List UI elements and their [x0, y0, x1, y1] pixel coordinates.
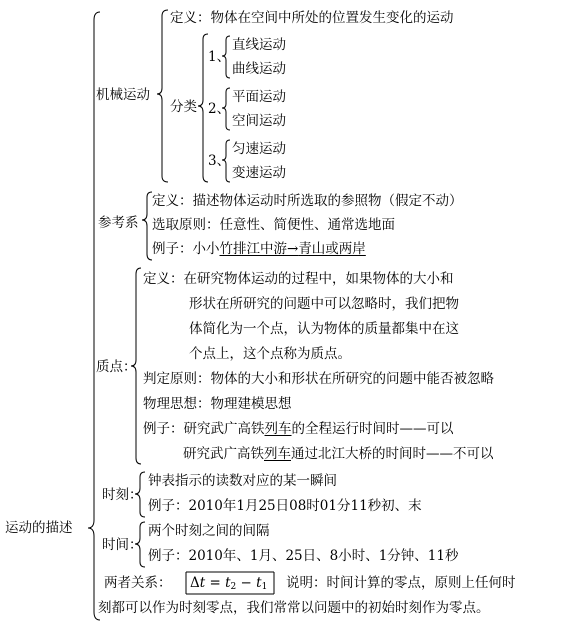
moment-line1: 钟表指示的读数对应的某一瞬间	[148, 473, 337, 489]
particle-label: 质点：	[96, 359, 137, 375]
interval-label: 时间：	[102, 537, 143, 553]
particle-ex2-u: 列车	[264, 446, 291, 462]
formula-eq: =	[205, 575, 226, 591]
formula-t2: t	[225, 575, 231, 591]
reference-example-arrow: →	[287, 241, 299, 257]
relation-formula	[190, 574, 267, 596]
mechanical-brace	[157, 10, 168, 182]
particle-ex2-b: 通过北江大桥的时间时——不可以	[291, 446, 494, 462]
particle-ex1-b: 的全程运行时间时——可以	[291, 421, 454, 437]
reference-definition: 定义：描述物体运动时所选取的参照物（假定不动）	[152, 193, 463, 209]
interval-line1: 两个时刻之间的间隔	[148, 523, 270, 539]
group2-num: 2、	[208, 101, 231, 117]
group1-num: 1、	[208, 49, 231, 65]
particle-def-line2: 形状在所研究的问题中可以忽略时，我们把物	[189, 296, 459, 312]
reference-principle: 选取原则：任意性、简便性、通常选地面	[152, 217, 395, 233]
classify-label: 分类	[170, 99, 197, 115]
particle-thought: 物理思想：物理建模思想	[143, 396, 292, 412]
formula-sub1: 1	[261, 582, 268, 592]
reference-brace	[142, 192, 152, 260]
mechanical-label: 机械运动	[96, 87, 150, 103]
mechanical-definition: 定义：物体在空间中所处的位置发生变化的运动	[170, 10, 454, 26]
group1-item1: 直线运动	[232, 37, 286, 53]
formula-minus: −	[236, 575, 257, 591]
group2-item1: 平面运动	[232, 89, 286, 105]
classify-brace	[198, 34, 208, 182]
relation-label: 两者关系：	[104, 575, 172, 591]
root-label: 运动的描述	[5, 520, 73, 536]
reference-example-a: 竹排江中游	[219, 241, 287, 257]
interval-line2: 例子：2010年、1月、25日、8小时、1分钟、11秒	[148, 548, 459, 564]
particle-principle: 判定原则：物体的大小和形状在所研究的问题中能否被忽略	[143, 371, 494, 387]
formula-t1: t	[256, 575, 262, 591]
moment-label: 时刻：	[102, 487, 143, 503]
reference-example	[152, 240, 366, 258]
particle-def-line1: 定义：在研究物体运动的过程中，如果物体的大小和	[143, 271, 454, 287]
formula-t: t	[199, 575, 206, 591]
group3-num: 3、	[208, 153, 231, 169]
reference-example-prefix: 例子：小小	[152, 241, 220, 257]
particle-ex1-u: 列车	[264, 421, 292, 437]
particle-def-line4: 个点上，这个点称为质点。	[189, 346, 351, 362]
group3-item1: 匀速运动	[232, 141, 286, 157]
group2-item2: 空间运动	[232, 113, 286, 129]
group1-item2: 曲线运动	[232, 61, 286, 77]
reference-label: 参考系	[98, 215, 139, 231]
group3-item2: 变速运动	[232, 165, 286, 181]
particle-example1	[143, 420, 454, 438]
particle-ex1-a: 例子：研究武广高铁	[143, 421, 265, 437]
reference-example-b: 青山或两岸	[298, 241, 366, 257]
formula-sub2: 2	[230, 582, 237, 592]
relation-note-line2: 刻都可以作为时刻零点，我们常常以问题中的初始时刻作为零点。	[98, 600, 490, 616]
particle-def-line3: 体简化为一个点，认为物体的质量都集中在这	[189, 321, 459, 337]
particle-example2	[183, 445, 494, 463]
particle-ex2-a: 研究武广高铁	[183, 446, 264, 462]
formula-delta: Δ	[190, 575, 200, 591]
moment-line2: 例子：2010年1月25日08时01分11秒初、末	[148, 498, 422, 514]
relation-note-line1: 说明：时间计算的零点，原则上任何时	[286, 575, 516, 591]
